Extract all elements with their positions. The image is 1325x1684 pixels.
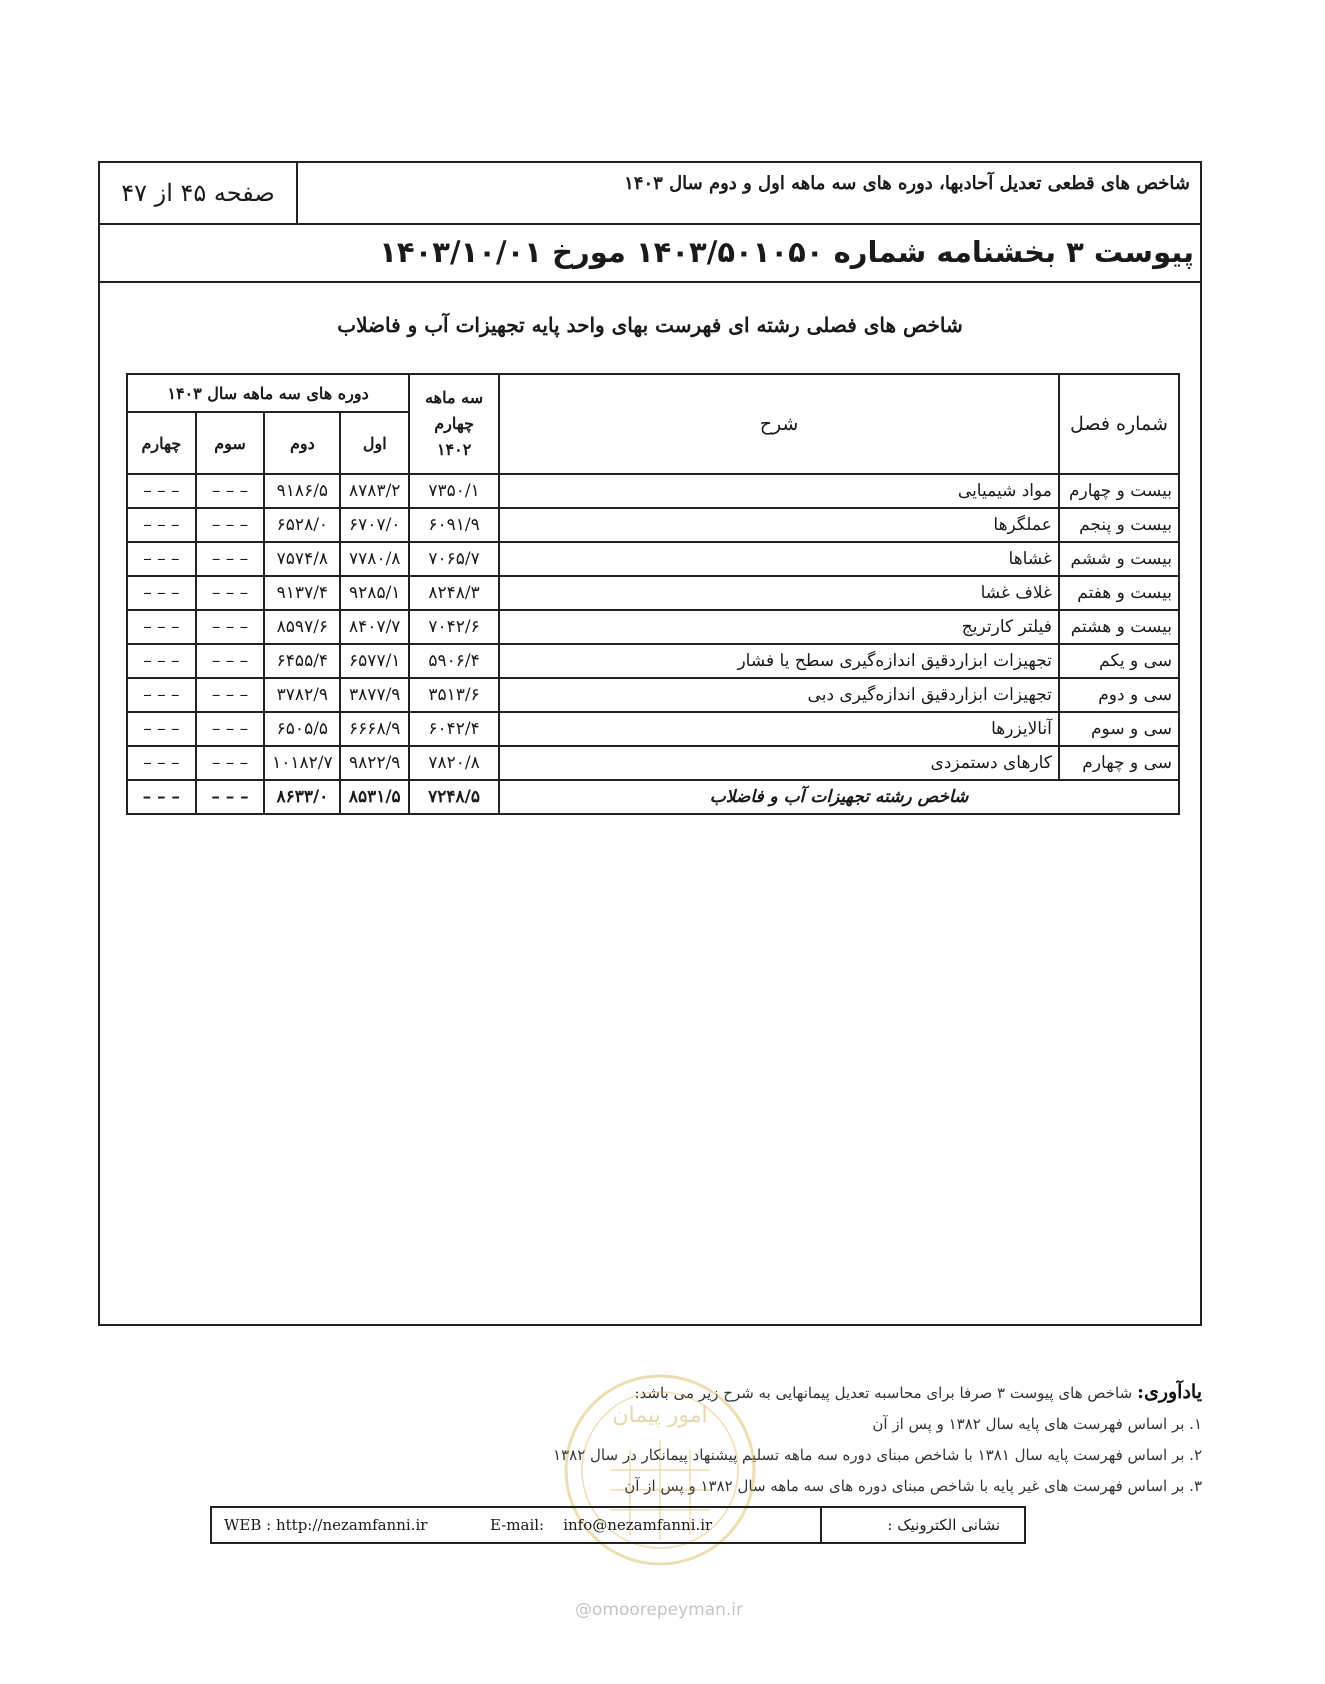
desc-cell: تجهیزات ابزاردقیق اندازه‌گیری سطح یا فشار — [499, 644, 1059, 678]
website-link[interactable]: WEB : http://nezamfanni.ir — [224, 1516, 428, 1534]
document-header — [100, 163, 1200, 225]
reminder-intro: یادآوری: شاخص های پیوست ۳ صرفا برای محاسبه تعدیل پیمانهایی به شرح زیر می باشد: — [634, 1381, 1202, 1403]
circular-header — [100, 225, 1200, 283]
q2-cell: ۶۵۲۸/۰ — [264, 508, 340, 542]
q2-cell: ۹۱۳۷/۴ — [264, 576, 340, 610]
q1-cell: ۸۴۰۷/۷ — [340, 610, 409, 644]
q4-cell: – – – — [127, 474, 196, 508]
q2-cell: ۸۵۹۷/۶ — [264, 610, 340, 644]
chapter-cell: بیست و چهارم — [1059, 474, 1179, 508]
desc-cell: تجهیزات ابزاردقیق اندازه‌گیری دبی — [499, 678, 1059, 712]
table-row — [127, 576, 1179, 610]
document-frame — [98, 161, 1202, 1326]
table-total-row — [127, 780, 1179, 814]
q1-cell: ۸۷۸۳/۲ — [340, 474, 409, 508]
total-desc-cell: شاخص رشته تجهیزات آب و فاضلاب — [499, 780, 1179, 814]
section-title: شاخص های فصلی رشته ای فهرست بهای واحد پایه تجهیزات آب و فاضلاب — [337, 313, 963, 337]
document-title: شاخص های قطعی تعدیل آحادبها، دوره های سه ماهه اول و دوم سال ۱۴۰۳ — [624, 173, 1190, 194]
total-q4-cell: – – – — [127, 780, 196, 814]
page-number: صفحه ۴۵ از ۴۷ — [100, 163, 298, 223]
q3-cell: – – – — [196, 678, 265, 712]
q1-cell: ۷۷۸۰/۸ — [340, 542, 409, 576]
base-cell: ۷۳۵۰/۱ — [409, 474, 499, 508]
q4-cell: – – – — [127, 576, 196, 610]
base-cell: ۶۰۹۱/۹ — [409, 508, 499, 542]
q1-cell: ۹۸۲۲/۹ — [340, 746, 409, 780]
q1-cell: ۶۵۷۷/۱ — [340, 644, 409, 678]
q4-cell: – – – — [127, 746, 196, 780]
q1-cell: ۹۲۸۵/۱ — [340, 576, 409, 610]
table-row — [127, 508, 1179, 542]
total-q1-cell: ۸۵۳۱/۵ — [340, 780, 409, 814]
base-cell: ۷۰۴۲/۶ — [409, 610, 499, 644]
col-q1-header: اول — [340, 412, 409, 474]
reminder-item: ۱. بر اساس فهرست های پایه سال ۱۳۸۲ و پس از آن — [872, 1415, 1202, 1433]
desc-cell: آنالایزرها — [499, 712, 1059, 746]
desc-cell: غلاف غشا — [499, 576, 1059, 610]
base-cell: ۵۹۰۶/۴ — [409, 644, 499, 678]
table-row — [127, 678, 1179, 712]
base-cell: ۶۰۴۲/۴ — [409, 712, 499, 746]
q1-cell: ۶۶۶۸/۹ — [340, 712, 409, 746]
q2-cell: ۶۴۵۵/۴ — [264, 644, 340, 678]
q2-cell: ۱۰۱۸۲/۷ — [264, 746, 340, 780]
chapter-cell: سی و دوم — [1059, 678, 1179, 712]
site-watermark: @omoorepeyman.ir — [575, 1600, 744, 1620]
total-q3-cell: – – – — [196, 780, 265, 814]
q3-cell: – – – — [196, 746, 265, 780]
q4-cell: – – – — [127, 542, 196, 576]
col-q4-header: چهارم — [127, 412, 196, 474]
q4-cell: – – – — [127, 678, 196, 712]
q1-cell: ۳۸۷۷/۹ — [340, 678, 409, 712]
q4-cell: – – – — [127, 610, 196, 644]
q2-cell: ۹۱۸۶/۵ — [264, 474, 340, 508]
chapter-cell: سی و یکم — [1059, 644, 1179, 678]
q2-cell: ۶۵۰۵/۵ — [264, 712, 340, 746]
table-row — [127, 712, 1179, 746]
q4-cell: – – – — [127, 644, 196, 678]
table-row — [127, 542, 1179, 576]
col-q2-header: دوم — [264, 412, 340, 474]
q3-cell: – – – — [196, 508, 265, 542]
col-base-header: سه ماهه چهارم ۱۴۰۲ — [409, 374, 499, 474]
q3-cell: – – – — [196, 610, 265, 644]
desc-cell: کارهای دستمزدی — [499, 746, 1059, 780]
total-q2-cell: ۸۶۳۳/۰ — [264, 780, 340, 814]
q3-cell: – – – — [196, 644, 265, 678]
table-row — [127, 644, 1179, 678]
col-chapter-header: شماره فصل — [1059, 374, 1179, 474]
base-cell: ۷۰۶۵/۷ — [409, 542, 499, 576]
circular-title: پیوست ۳ بخشنامه شماره ۱۴۰۳/۵۰۱۰۵۰ مورخ ۱۴۰۳/۱۰/۰۱ — [379, 235, 1194, 269]
reminder-item: ۲. بر اساس فهرست پایه سال ۱۳۸۱ با شاخص مبنای دوره سه ماهه تسلیم پیشنهاد پیمانکار در سال ۱۳۸۲ — [553, 1446, 1202, 1464]
reminder-label: یادآوری: — [1136, 1381, 1202, 1403]
q1-cell: ۶۷۰۷/۰ — [340, 508, 409, 542]
q3-cell: – – – — [196, 576, 265, 610]
col-periods-group-header: دوره های سه ماهه سال ۱۴۰۳ — [127, 374, 409, 412]
table-row — [127, 474, 1179, 508]
col-q3-header: سوم — [196, 412, 265, 474]
q3-cell: – – – — [196, 474, 265, 508]
q4-cell: – – – — [127, 508, 196, 542]
q3-cell: – – – — [196, 712, 265, 746]
desc-cell: غشاها — [499, 542, 1059, 576]
contact-box — [210, 1506, 1026, 1544]
chapter-cell: بیست و پنجم — [1059, 508, 1179, 542]
base-cell: ۷۸۲۰/۸ — [409, 746, 499, 780]
base-cell: ۸۲۴۸/۳ — [409, 576, 499, 610]
chapter-cell: بیست و هفتم — [1059, 576, 1179, 610]
chapter-cell: سی و سوم — [1059, 712, 1179, 746]
q2-cell: ۳۷۸۲/۹ — [264, 678, 340, 712]
email-link[interactable]: E-mail: info@nezamfanni.ir — [490, 1516, 713, 1534]
desc-cell: عملگرها — [499, 508, 1059, 542]
col-desc-header: شرح — [499, 374, 1059, 474]
desc-cell: مواد شیمیایی — [499, 474, 1059, 508]
chapter-cell: بیست و هشتم — [1059, 610, 1179, 644]
chapter-cell: سی و چهارم — [1059, 746, 1179, 780]
seal-text: امور پیمان — [612, 1403, 708, 1428]
q2-cell: ۷۵۷۴/۸ — [264, 542, 340, 576]
q4-cell: – – – — [127, 712, 196, 746]
reminder-item: ۳. بر اساس فهرست های غیر پایه با شاخص مبنای دوره های سه ماهه سال ۱۳۸۲ و پس از آن — [624, 1477, 1202, 1495]
table-header-row — [127, 374, 1179, 412]
total-base-cell: ۷۲۴۸/۵ — [409, 780, 499, 814]
index-table — [126, 373, 1180, 815]
chapter-cell: بیست و ششم — [1059, 542, 1179, 576]
base-cell: ۳۵۱۳/۶ — [409, 678, 499, 712]
table-row — [127, 746, 1179, 780]
desc-cell: فیلتر کارتریج — [499, 610, 1059, 644]
q3-cell: – – – — [196, 542, 265, 576]
contact-label: نشانی الکترونیک : — [820, 1508, 1024, 1542]
table-row — [127, 610, 1179, 644]
